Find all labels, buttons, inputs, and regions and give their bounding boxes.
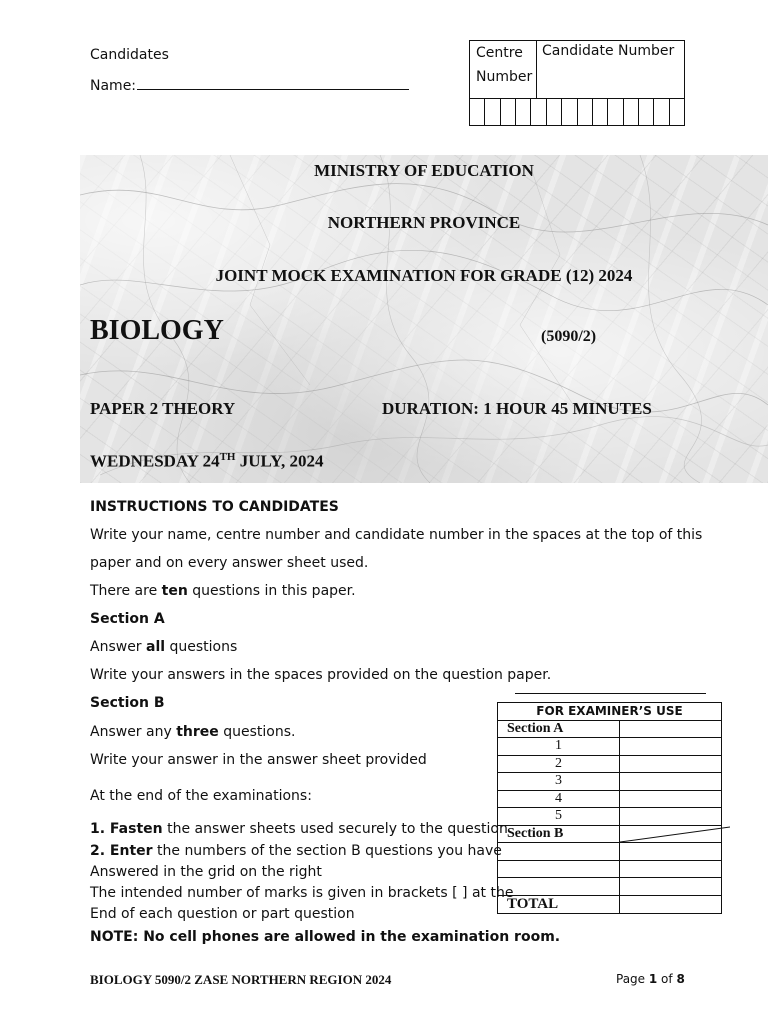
- mark-cell[interactable]: [620, 755, 722, 773]
- step-label: 1. Fasten: [90, 821, 163, 837]
- total-cell[interactable]: [620, 895, 722, 913]
- emphasis: three: [176, 724, 219, 740]
- digit-cell[interactable]: [516, 99, 531, 126]
- step-1: [90, 821, 508, 837]
- instructions-heading: INSTRUCTIONS TO CANDIDATES: [90, 499, 339, 515]
- page-of: of: [657, 972, 677, 986]
- digit-cell[interactable]: [624, 99, 639, 126]
- exam-duration: DURATION: 1 HOUR 45 MINUTES: [382, 399, 652, 418]
- question-number: 1: [498, 738, 620, 756]
- cell-phone-note: NOTE: No cell phones are allowed in the examination room.: [90, 929, 561, 945]
- question-number: 2: [498, 755, 620, 773]
- name-label: Name:: [90, 78, 137, 94]
- examiner-table: [497, 702, 722, 914]
- question-number: 3: [498, 773, 620, 791]
- end-of-exam-line: At the end of the examinations:: [90, 788, 312, 804]
- digit-cell[interactable]: [608, 99, 623, 126]
- mark-cell[interactable]: [620, 860, 722, 878]
- mark-cell[interactable]: [620, 808, 722, 826]
- digit-cell[interactable]: [501, 99, 516, 126]
- text: questions.: [218, 724, 296, 740]
- centre-number-label: [476, 41, 532, 89]
- mark-cell[interactable]: [620, 773, 722, 791]
- digit-cell[interactable]: [485, 99, 500, 126]
- section-b-line: Write your answer in the answer sheet provided: [90, 752, 427, 768]
- section-a-line: Write your answers in the spaces provided on the question paper.: [90, 667, 552, 683]
- marks-line: The intended number of marks is given in brackets [ ] at the: [90, 885, 514, 901]
- paper-type: PAPER 2 THEORY: [90, 399, 236, 418]
- footer-text: BIOLOGY 5090/2 ZASE NORTHERN REGION 2024: [90, 972, 392, 987]
- number-digit-cells[interactable]: [470, 99, 684, 126]
- total-label: TOTAL: [498, 895, 620, 913]
- text: the answer sheets used securely to the question: [162, 821, 508, 837]
- date-superscript: TH: [219, 451, 236, 463]
- text: There are: [90, 583, 162, 599]
- digit-cell[interactable]: [654, 99, 669, 126]
- digit-cell[interactable]: [639, 99, 654, 126]
- exam-date: [90, 451, 324, 472]
- section-b-question-cell[interactable]: [498, 878, 620, 896]
- name-underline[interactable]: [137, 75, 409, 90]
- digit-cell[interactable]: [470, 99, 485, 126]
- page-number: [616, 972, 685, 986]
- instruction-line: Write your name, centre number and candidate number in the spaces at the top of this: [90, 527, 703, 543]
- section-b-diagonal-cell: [620, 825, 722, 843]
- digit-cell[interactable]: [562, 99, 577, 126]
- digit-cell[interactable]: [531, 99, 546, 126]
- text: questions in this paper.: [187, 583, 356, 599]
- marks-line: End of each question or part question: [90, 906, 355, 922]
- digit-cell[interactable]: [547, 99, 562, 126]
- candidate-name-field[interactable]: [90, 75, 409, 94]
- mark-cell[interactable]: [620, 790, 722, 808]
- ministry-heading: MINISTRY OF EDUCATION: [314, 161, 534, 180]
- question-number: 5: [498, 808, 620, 826]
- page-current: 1: [648, 972, 658, 986]
- text: questions: [165, 639, 238, 655]
- exam-title: JOINT MOCK EXAMINATION FOR GRADE (12) 2024: [215, 266, 633, 285]
- section-b-question-cell[interactable]: [498, 843, 620, 861]
- paper-code: (5090/2): [541, 328, 597, 345]
- step-label: 2. Enter: [90, 843, 153, 859]
- text: Answer any: [90, 724, 177, 740]
- title-banner: [80, 155, 768, 483]
- examiner-table-title: FOR EXAMINER’S USE: [498, 703, 722, 721]
- step-2: [90, 843, 502, 859]
- text: Answer: [90, 639, 147, 655]
- digit-cell[interactable]: [593, 99, 608, 126]
- section-b-question-cell[interactable]: [498, 860, 620, 878]
- mark-cell[interactable]: [620, 878, 722, 896]
- section-a-line: [90, 639, 237, 655]
- mark-cell[interactable]: [620, 843, 722, 861]
- digit-cell[interactable]: [578, 99, 593, 126]
- digit-cell[interactable]: [670, 99, 684, 126]
- section-a-label: Section A: [498, 720, 620, 738]
- subject-title: BIOLOGY: [90, 315, 224, 346]
- date-prefix: WEDNESDAY 24: [90, 451, 220, 471]
- page-total: 8: [676, 972, 685, 986]
- question-count: ten: [161, 583, 188, 599]
- candidates-label: Candidates: [90, 47, 169, 63]
- section-b-label: Section B: [498, 825, 620, 843]
- emphasis: all: [146, 639, 166, 655]
- date-suffix: JULY, 2024: [235, 451, 324, 471]
- centre-label-line2: Number: [476, 69, 533, 85]
- candidate-number-label: Candidate Number: [542, 43, 675, 59]
- step-2-continued: Answered in the grid on the right: [90, 864, 322, 880]
- instruction-line: paper and on every answer sheet used.: [90, 555, 369, 571]
- page-label: Page: [616, 972, 649, 986]
- table-top-rule: [515, 693, 706, 694]
- section-b-line: [90, 724, 295, 740]
- mark-cell[interactable]: [620, 720, 722, 738]
- candidate-numbers-box: [469, 40, 685, 126]
- question-count-line: [90, 583, 356, 599]
- section-a-heading: Section A: [90, 611, 165, 627]
- text: the numbers of the section B questions you have: [152, 843, 502, 859]
- mark-cell[interactable]: [620, 738, 722, 756]
- section-b-heading: Section B: [90, 695, 165, 711]
- province-heading: NORTHERN PROVINCE: [327, 213, 521, 232]
- question-number: 4: [498, 790, 620, 808]
- centre-label-line1: Centre: [476, 45, 523, 61]
